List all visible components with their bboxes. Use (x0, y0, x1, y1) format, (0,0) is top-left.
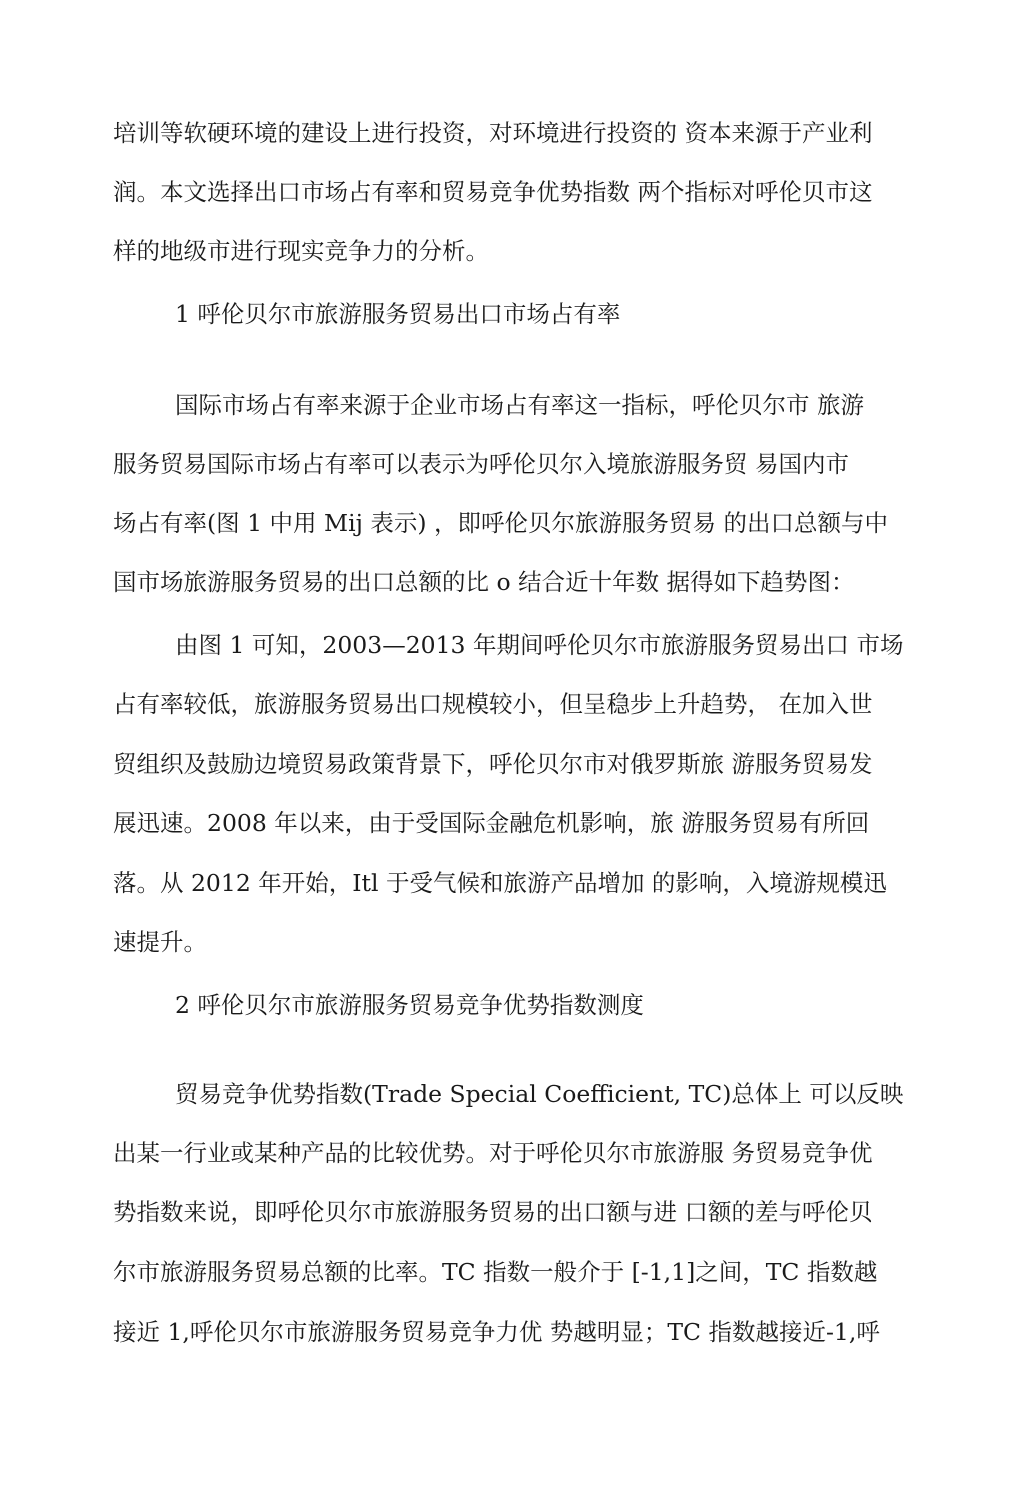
paragraph-line: 出某一行业或某种产品的比较优势。对于呼伦贝尔市旅游服 务贸易竞争优 (113, 1139, 873, 1167)
section-heading: 2 呼伦贝尔市旅游服务贸易竞争优势指数测度 (175, 991, 644, 1019)
paragraph-line: 国市场旅游服务贸易的出口总额的比 o 结合近十年数 据得如下趋势图： (113, 568, 855, 596)
section-heading: 1 呼伦贝尔市旅游服务贸易出口市场占有率 (175, 300, 621, 328)
paragraph-line: 国际市场占有率来源于企业市场占有率这一指标，呼伦贝尔市 旅游 (175, 391, 864, 419)
paragraph-line: 由图 1 可知，2003—2013 年期间呼伦贝尔市旅游服务贸易出口 市场 (175, 631, 904, 659)
paragraph-line: 展迅速。2008 年以来，由于受国际金融危机影响，旅 游服务贸易有所回 (113, 809, 870, 837)
paragraph-line: 场占有率(图 1 中用 Mij 表示) ，即呼伦贝尔旅游服务贸易 的出口总额与中 (113, 509, 888, 537)
paragraph-line: 贸组织及鼓励边境贸易政策背景下，呼伦贝尔市对俄罗斯旅 游服务贸易发 (113, 750, 873, 778)
paragraph-line: 占有率较低，旅游服务贸易出口规模较小，但呈稳步上升趋势， 在加入世 (113, 690, 873, 718)
paragraph-line: 润。本文选择出口市场占有率和贸易竞争优势指数 两个指标对呼伦贝市这 (113, 178, 873, 206)
paragraph-line: 贸易竞争优势指数(Trade Special Coefficient, TC)总体上 可以反映 (175, 1080, 904, 1108)
paragraph-line: 势指数来说，即呼伦贝尔市旅游服务贸易的出口额与进 口额的差与呼伦贝 (113, 1198, 873, 1226)
paragraph-line: 样的地级市进行现实竞争力的分析。 (113, 237, 489, 265)
paragraph-line: 培训等软硬环境的建设上进行投资，对环境进行投资的 资本来源于产业利 (113, 119, 873, 147)
paragraph-line: 接近 1,呼伦贝尔市旅游服务贸易竞争力优 势越明显；TC 指数越接近-1,呼 (113, 1318, 880, 1346)
paragraph-line: 服务贸易国际市场占有率可以表示为呼伦贝尔入境旅游服务贸 易国内市 (113, 450, 849, 478)
paragraph-line: 落。从 2012 年开始，Itl 于受气候和旅游产品增加 的影响，入境游规模迅 (113, 869, 887, 897)
paragraph-line: 速提升。 (113, 928, 207, 956)
paragraph-line: 尔市旅游服务贸易总额的比率。TC 指数一般介于 [-1,1]之间，TC 指数越 (113, 1258, 878, 1286)
